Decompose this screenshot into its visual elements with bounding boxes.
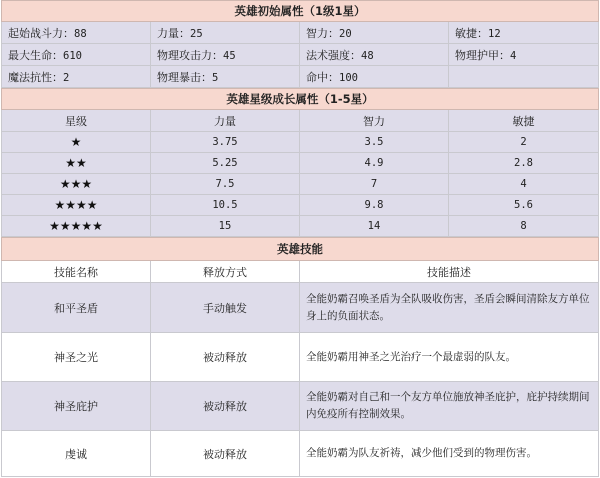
- skill-description: 全能奶霸对自己和一个友方单位施放神圣庇护，庇护持续期间内免疫所有控制效果。: [300, 382, 599, 431]
- attr-cell: [151, 66, 300, 88]
- attr-value: 610: [63, 49, 82, 62]
- skill-mode: 被动释放: [151, 333, 300, 382]
- growth-section-title: 英雄星级成长属性（1-5星）: [2, 89, 599, 110]
- col-header-agi: 敏捷: [449, 110, 599, 132]
- col-header-description: 技能描述: [300, 261, 599, 283]
- str-value: 7.5: [151, 174, 300, 195]
- attr-value: 4: [510, 49, 517, 62]
- attr-label: 起始战斗力：: [8, 26, 74, 40]
- growth-row: [2, 174, 599, 195]
- base-attr-row: [2, 44, 599, 66]
- attr-label: 敏捷：: [455, 26, 488, 40]
- attr-value: 48: [361, 49, 374, 62]
- attr-cell: [300, 22, 449, 44]
- star-rating: ★★★★: [2, 195, 151, 216]
- attr-cell: [151, 44, 300, 66]
- base-attr-row: [2, 66, 599, 88]
- skill-name: 神圣之光: [2, 333, 151, 382]
- attr-value: 12: [488, 27, 501, 40]
- col-header-star: 星级: [2, 110, 151, 132]
- col-header-cast-mode: 释放方式: [151, 261, 300, 283]
- skills-section-header: [2, 238, 599, 261]
- skill-mode: 被动释放: [151, 431, 300, 477]
- growth-row: [2, 153, 599, 174]
- attr-value: 2: [63, 71, 70, 84]
- int-value: 3.5: [300, 132, 449, 153]
- int-value: 7: [300, 174, 449, 195]
- attr-cell: [2, 66, 151, 88]
- col-header-str: 力量: [151, 110, 300, 132]
- int-value: 14: [300, 216, 449, 237]
- skill-description: 全能奶霸用神圣之光治疗一个最虚弱的队友。: [300, 333, 599, 382]
- attr-cell: [300, 44, 449, 66]
- int-value: 4.9: [300, 153, 449, 174]
- attr-value: 45: [223, 49, 236, 62]
- skills-table: [1, 237, 599, 477]
- base-section-title: 英雄初始属性（1级1星）: [2, 1, 599, 22]
- star-rating: ★★★★★: [2, 216, 151, 237]
- skill-row: [2, 333, 599, 382]
- skill-name: 虔诚: [2, 431, 151, 477]
- skill-row: [2, 431, 599, 477]
- attr-cell: [2, 22, 151, 44]
- growth-row: [2, 132, 599, 153]
- str-value: 10.5: [151, 195, 300, 216]
- growth-row: [2, 216, 599, 237]
- star-rating: ★★★: [2, 174, 151, 195]
- base-attributes-table: [1, 0, 599, 88]
- attr-cell: [2, 44, 151, 66]
- skills-section-title: 英雄技能: [2, 238, 599, 261]
- base-section-header: [2, 1, 599, 22]
- attr-value: 100: [339, 71, 358, 84]
- attr-label: 物理攻击力：: [157, 48, 223, 62]
- attr-cell: [449, 22, 599, 44]
- attr-label: 最大生命：: [8, 48, 63, 62]
- skills-header-row: [2, 261, 599, 283]
- int-value: 9.8: [300, 195, 449, 216]
- attr-label: 命中：: [306, 70, 339, 84]
- skill-mode: 被动释放: [151, 382, 300, 431]
- col-header-skill-name: 技能名称: [2, 261, 151, 283]
- agi-value: 2: [449, 132, 599, 153]
- skill-description: 全能奶霸为队友祈祷，减少他们受到的物理伤害。: [300, 431, 599, 477]
- attr-cell: [300, 66, 449, 88]
- col-header-int: 智力: [300, 110, 449, 132]
- skill-mode: 手动触发: [151, 283, 300, 333]
- skill-row: [2, 382, 599, 431]
- skill-row: [2, 283, 599, 333]
- attr-cell: [449, 44, 599, 66]
- str-value: 5.25: [151, 153, 300, 174]
- skill-description: 全能奶霸召唤圣盾为全队吸收伤害，圣盾会瞬间清除友方单位身上的负面状态。: [300, 283, 599, 333]
- agi-value: 4: [449, 174, 599, 195]
- str-value: 15: [151, 216, 300, 237]
- attr-cell: [151, 22, 300, 44]
- attr-label: 物理暴击：: [157, 70, 212, 84]
- skill-name: 神圣庇护: [2, 382, 151, 431]
- star-rating: ★★: [2, 153, 151, 174]
- star-rating: ★: [2, 132, 151, 153]
- agi-value: 2.8: [449, 153, 599, 174]
- attr-label: 力量：: [157, 26, 190, 40]
- attr-value: 25: [190, 27, 203, 40]
- star-growth-table: [1, 88, 599, 237]
- attr-value: 5: [212, 71, 219, 84]
- attr-value: 20: [339, 27, 352, 40]
- str-value: 3.75: [151, 132, 300, 153]
- growth-header-row: [2, 110, 599, 132]
- attr-cell-empty: [449, 66, 599, 88]
- growth-row: [2, 195, 599, 216]
- skill-name: 和平圣盾: [2, 283, 151, 333]
- hero-sheet: [1, 0, 598, 478]
- attr-value: 88: [74, 27, 87, 40]
- agi-value: 8: [449, 216, 599, 237]
- base-attr-row: [2, 22, 599, 44]
- attr-label: 物理护甲：: [455, 48, 510, 62]
- attr-label: 魔法抗性：: [8, 70, 63, 84]
- agi-value: 5.6: [449, 195, 599, 216]
- attr-label: 法术强度：: [306, 48, 361, 62]
- attr-label: 智力：: [306, 26, 339, 40]
- growth-section-header: [2, 89, 599, 110]
